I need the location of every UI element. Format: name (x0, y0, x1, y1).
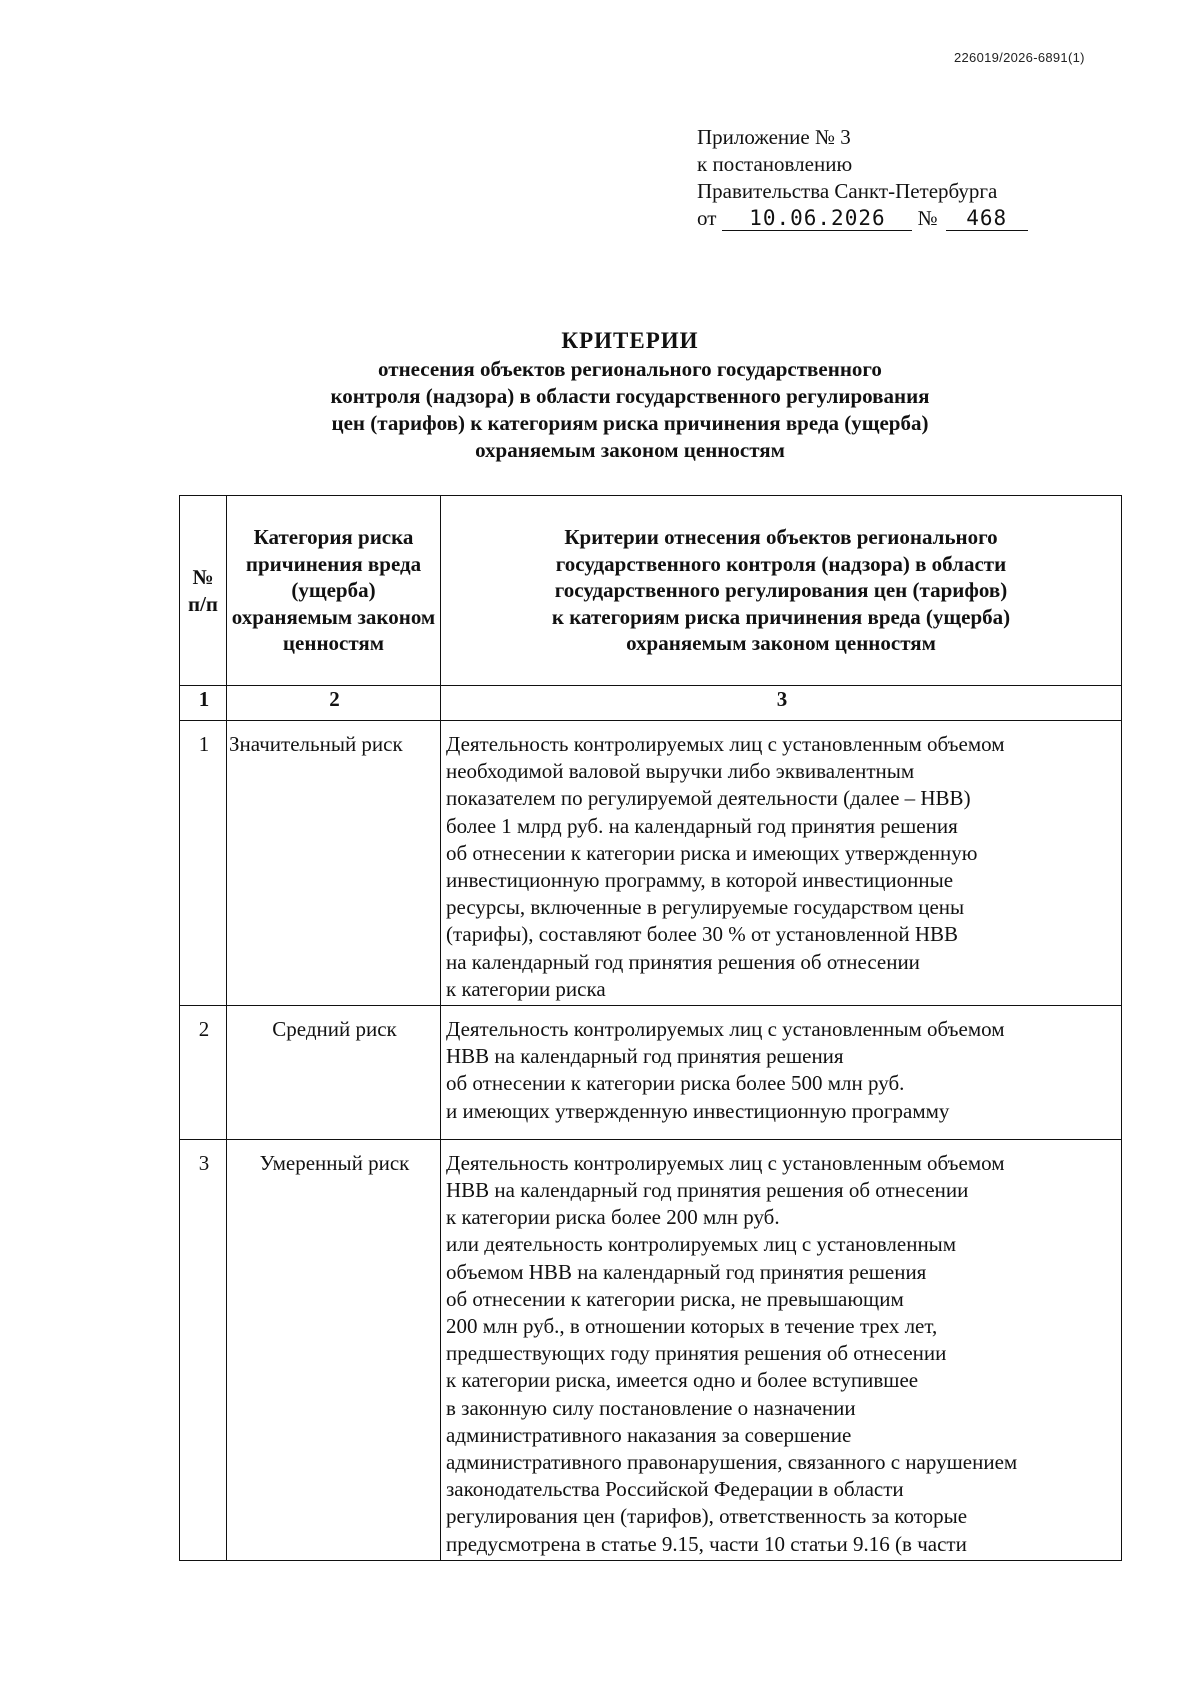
criteria-line: (тарифы), составляют более 30 % от установленной НВВ (446, 922, 959, 947)
criteria-line: предшествующих году принятия решения об отнесении (446, 1341, 947, 1366)
criteria-line: административного наказания за совершение (446, 1422, 852, 1447)
criteria-line: к категории риска (446, 976, 606, 1001)
criteria-line: объемом НВВ на календарный год принятия решения (446, 1259, 927, 1284)
criteria-line: и имеющих утвержденную инвестиционную программу (446, 1098, 950, 1123)
header-num: № п/п (180, 496, 227, 686)
criteria-table (179, 495, 1122, 1561)
criteria-line: необходимой валовой выручки либо эквивалентным (446, 759, 915, 784)
title-sub-line: контроля (надзора) в области государственного регулирования (330, 384, 930, 408)
header-criteria-line: охраняемым законом ценностям (626, 631, 936, 656)
criteria-line: более 1 млрд руб. на календарный год принятия решения (446, 813, 958, 838)
criteria-line: Деятельность контролируемых лиц с установленным объемом (446, 732, 1005, 756)
title-sub-line: охраняемым законом ценностям (475, 438, 785, 462)
criteria-line: в законную силу постановление о назначении (446, 1395, 856, 1420)
title-main: КРИТЕРИИ (561, 328, 699, 353)
resolution-date: 10.06.2026 (722, 206, 912, 231)
header-criteria-line: государственного регулирования цен (тарифов) (554, 578, 1008, 603)
document-id: 226019/2026-6891(1) (954, 50, 1085, 65)
criteria-line: административного правонарушения, связанного с нарушением (446, 1450, 1018, 1475)
criteria-line: инвестиционную программу, в которой инвестиционные (446, 868, 954, 893)
row-category: Значительный риск (227, 721, 441, 1006)
criteria-line: законодательства Российской Федерации в области (446, 1477, 904, 1502)
title-sub-line: отнесения объектов регионального государственного (378, 357, 882, 381)
criteria-line: показателем по регулируемой деятельности (далее – НВВ) (446, 786, 971, 811)
column-index-cell: 2 (227, 686, 441, 721)
date-prefix: от (697, 206, 717, 230)
row-criteria (441, 1006, 1122, 1140)
row-category: Средний риск (227, 1006, 441, 1140)
number-prefix: № (917, 206, 938, 230)
row-category: Умеренный риск (227, 1139, 441, 1560)
column-index-row (180, 686, 1122, 721)
column-index-cell: 1 (180, 686, 227, 721)
resolution-number: 468 (946, 206, 1028, 231)
criteria-line: к категории риска более 200 млн руб. (446, 1205, 780, 1230)
criteria-line: регулирования цен (тарифов), ответственность за которые (446, 1504, 968, 1529)
appendix-line-3: Правительства Санкт-Петербурга (697, 179, 998, 203)
criteria-line: ресурсы, включенные в регулируемые государством цены (446, 895, 965, 920)
appendix-line-1: Приложение № 3 (697, 125, 851, 149)
header-criteria (441, 496, 1122, 686)
criteria-line: 200 млн руб., в отношении которых в течение трех лет, (446, 1314, 938, 1339)
appendix-block (697, 124, 1028, 232)
criteria-line: предусмотрена в статье 9.15, части 10 статьи 9.16 (в части (446, 1531, 967, 1556)
title-sub-line: цен (тарифов) к категориям риска причинения вреда (ущерба) (331, 411, 929, 435)
criteria-line: или деятельность контролируемых лиц с установленным (446, 1232, 957, 1257)
header-criteria-line: к категориям риска причинения вреда (ущерба) (551, 604, 1011, 629)
criteria-line: на календарный год принятия решения об отнесении (446, 949, 920, 974)
row-num: 2 (180, 1006, 227, 1140)
row-criteria (441, 721, 1122, 1006)
row-criteria (441, 1139, 1122, 1560)
table-header-row (180, 496, 1122, 686)
row-num: 1 (180, 721, 227, 1006)
criteria-line: об отнесении к категории риска более 500 млн руб. (446, 1071, 905, 1096)
header-category: Категория риска причинения вреда (ущерба) охраняемым законом ценностям (227, 496, 441, 686)
criteria-line: НВВ на календарный год принятия решения (446, 1044, 844, 1069)
document-title (180, 326, 1080, 464)
header-criteria-line: Критерии отнесения объектов регионального (564, 525, 998, 550)
appendix-date-line (697, 205, 1028, 232)
criteria-line: к категории риска, имеется одно и более вступившее (446, 1368, 919, 1393)
criteria-line: об отнесении к категории риска, не превышающим (446, 1286, 904, 1311)
table-row (180, 1139, 1122, 1560)
column-index-cell: 3 (441, 686, 1122, 721)
table-row (180, 1006, 1122, 1140)
criteria-line: Деятельность контролируемых лиц с установленным объемом (446, 1150, 1005, 1175)
table-row (180, 721, 1122, 1006)
header-criteria-line: государственного контроля (надзора) в области (555, 551, 1007, 576)
criteria-line: Деятельность контролируемых лиц с установленным объемом (446, 1017, 1005, 1042)
appendix-line-2: к постановлению (697, 152, 853, 176)
criteria-line: НВВ на календарный год принятия решения об отнесении (446, 1178, 969, 1203)
row-num: 3 (180, 1139, 227, 1560)
criteria-line: об отнесении к категории риска и имеющих утвержденную (446, 840, 978, 865)
